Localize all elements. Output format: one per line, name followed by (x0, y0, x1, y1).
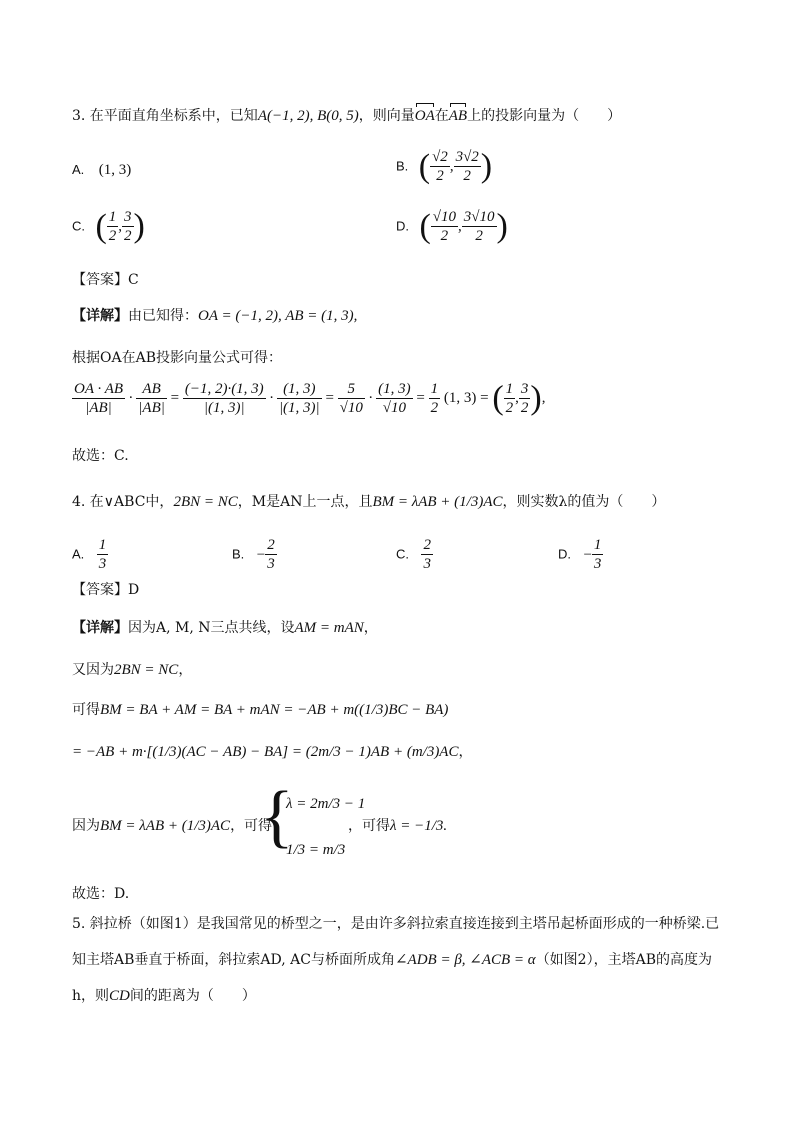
q3-stem-text-4: 上的投影向量为（ ） (467, 108, 622, 124)
q4-detail-5-tail: ，可得 (348, 818, 390, 834)
q3-vec-ab: AB (448, 108, 468, 124)
q4-detail-4 (72, 742, 472, 762)
option-label: D. (396, 218, 409, 234)
q4-detail-1-text: 因为A, M, N三点共线，设 (128, 620, 295, 636)
q3-option-b: B. ( $\frac{√2}{2}$ , $\frac{3√2}{2}$ ) (396, 147, 493, 185)
q4-detail-5-mid: ，可得 (230, 818, 273, 834)
q3-formula: $\frac{OA \cdot AB}{|AB|}$ · $\frac{AB}{|AB|}$ = $\frac{(-1, 2)\cdot(1, 3)}{|(1, 3)|}$ · $\frac{(1, 3)}{|(1, 3)|}$ = $\frac{5}{√10}$ · $\frac{(1, 3)}{√10}$ = $\frac{1}{2}$ (1, 3) = ( $\frac{1}{2}$ , $\frac{3}{2}$ ), (74, 379, 546, 417)
q3-choose: 故选：C. (72, 448, 129, 464)
q4-detail-5-math: BM = λAB + (1/3)AC (100, 818, 231, 834)
q4-detail-4-end: ， (458, 744, 473, 760)
q4-option-a: A. $\frac{1}{3}$ (72, 537, 107, 572)
q4-answer: 【答案】D (72, 582, 140, 598)
q4-detail-3-math: BM = BA + AM = BA + mAN = −AB + m((1/3)BC − BA) (100, 702, 449, 718)
q3-vec-oa: OA (414, 108, 435, 124)
q3-points: A(−1, 2), B(0, 5) (257, 108, 359, 124)
option-label: B. (396, 158, 409, 174)
q4-detail-4-math: = −AB + m·[(1/3)(AC − AB) − BA] = (2m/3 − 1)AB + (m/3)AC (72, 744, 459, 760)
q4-option-d: D. − $\frac{1}{3}$ (558, 537, 602, 572)
q3-answer: 【答案】C (72, 272, 139, 288)
q5-cd: CD (109, 988, 130, 1004)
q3-stem-text: 3. 在平面直角坐标系中，已知 (72, 108, 258, 124)
q4-stem-condition: 2BN = NC (173, 494, 238, 510)
q5-line-3-text: h，则 (72, 988, 110, 1004)
q3-option-a (72, 160, 131, 180)
q3-detail-1-math: OA = (−1, 2), AB = (1, 3), (198, 308, 358, 324)
option-label: D. (558, 546, 571, 562)
q3-detail-2: 根据OA在AB投影向量公式可得： (72, 350, 282, 366)
q4-lambda-result: λ = −1/3. (390, 818, 448, 834)
q5-angles: ∠ADB = β, ∠ACB = α (394, 952, 536, 968)
option-label: A. (72, 162, 85, 177)
q4-detail-2-end: ， (178, 662, 193, 678)
q4-stem-text-2: ，M是AN上一点，且 (237, 494, 373, 510)
q3-stem-text-2: ，则向量 (358, 108, 415, 124)
q4-detail-2-text: 又因为 (72, 662, 114, 678)
q4-detail-3-text: 可得 (72, 702, 100, 718)
q3-detail-1 (72, 306, 357, 326)
q4-detail-2 (72, 660, 192, 680)
q4-detail-5-text: 因为 (72, 818, 100, 834)
q3-option-c: C. ( $\frac{1}{2}$ , $\frac{3}{2}$ ) (72, 207, 145, 245)
q3-option-a-value: (1, 3) (98, 162, 132, 178)
q4-choose: 故选：D. (72, 886, 130, 902)
q4-detail-1 (72, 618, 378, 638)
q5-line-1: 5. 斜拉桥（如图1）是我国常见的桥型之一，是由许多斜拉索直接连接到主塔吊起桥面形成的一种桥梁.已 (72, 916, 720, 932)
q3-stem (72, 106, 621, 126)
q4-stem-expression: BM = λAB + (1/3)AC (372, 494, 503, 510)
detail-label: 【详解】 (72, 620, 128, 636)
q4-detail-2-math: 2BN = NC (114, 662, 179, 678)
q4-stem-text: 4. 在∨ABC中， (72, 494, 174, 510)
option-label: B. (232, 546, 245, 562)
q4-stem-text-3: ，则实数λ的值为（ ） (502, 494, 666, 510)
option-label: C. (396, 546, 409, 562)
option-label: C. (72, 218, 85, 234)
q4-detail-1-end: ， (363, 620, 378, 636)
q4-detail-1-math: AM = mAN (294, 620, 364, 636)
q3-option-d: D. ( $\frac{√10}{2}$ , $\frac{3√10}{2}$ ) (396, 207, 508, 245)
q5-line-3-text-2: 间的距离为（ ） (129, 988, 256, 1004)
q5-line-3 (72, 986, 256, 1006)
q3-detail-1-text: 由已知得： (128, 308, 198, 324)
q4-detail-3 (72, 700, 448, 720)
q4-system-eq-1: λ = 2m/3 − 1 (286, 796, 366, 812)
q4-option-c: C. $\frac{2}{3}$ (396, 537, 431, 572)
brace-icon: { (260, 778, 294, 855)
q4-detail-5-result (348, 816, 447, 836)
q3-stem-text-3: 在 (434, 108, 449, 124)
q5-line-2-text: 知主塔AB垂直于桥面，斜拉索AD, AC与桥面所成角 (72, 952, 395, 968)
q4-system-eq-2: 1/3 = m/3 (286, 842, 346, 858)
q5-line-2-text-2: （如图2），主塔AB的高度为 (535, 952, 712, 968)
q4-option-b: B. − $\frac{2}{3}$ (232, 537, 275, 572)
q5-line-2 (72, 950, 712, 970)
detail-label: 【详解】 (72, 308, 128, 324)
option-label: A. (72, 546, 85, 562)
q4-detail-5 (72, 816, 272, 836)
q4-stem (72, 492, 665, 512)
